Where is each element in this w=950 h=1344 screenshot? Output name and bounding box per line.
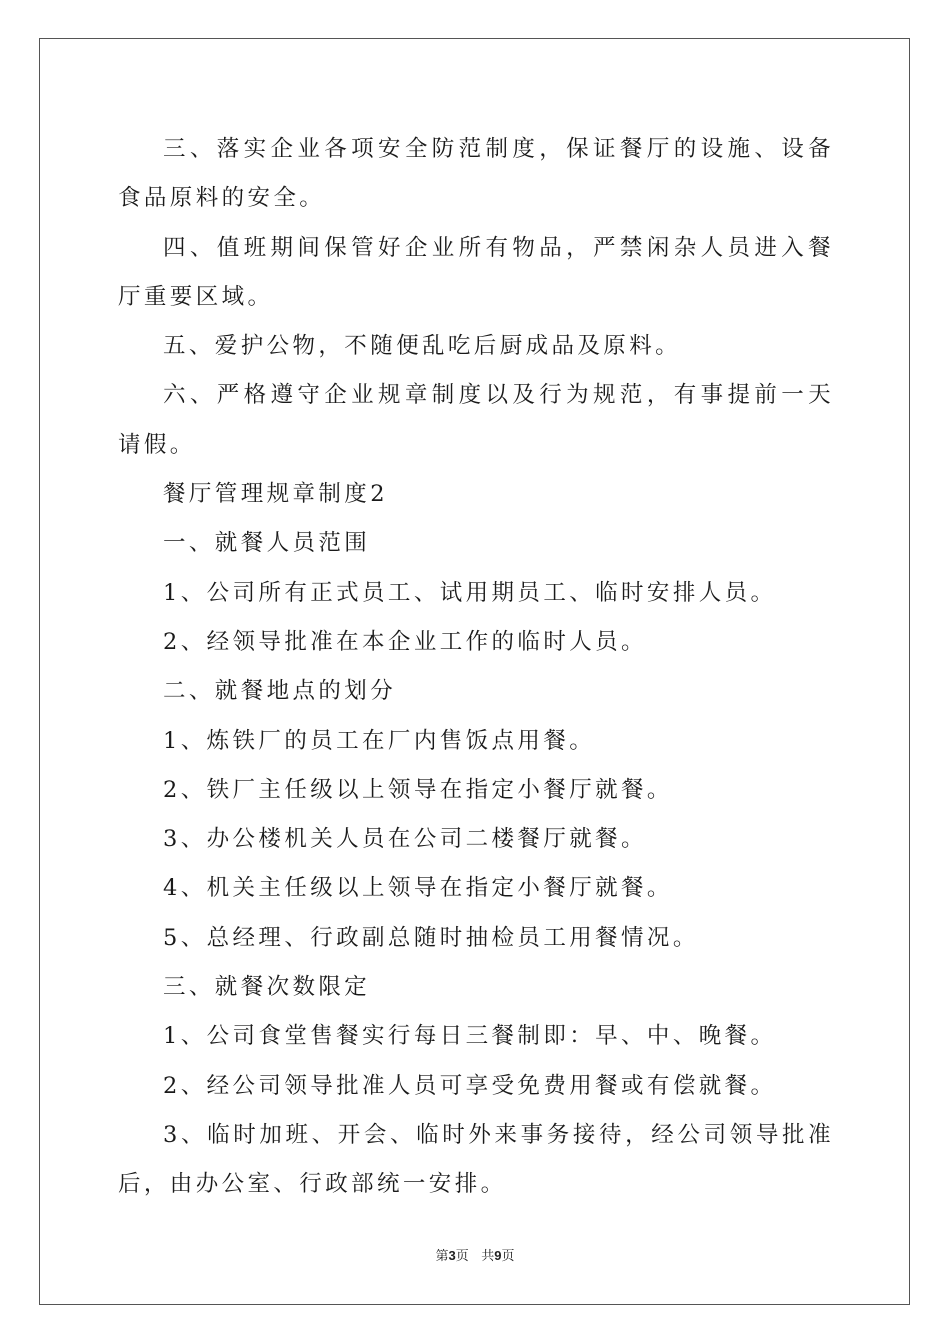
paragraph: 五、爱护公物，不随便乱吃后厨成品及原料。	[163, 333, 682, 360]
page-total-prefix: 共	[481, 1249, 495, 1264]
page-number-current: 3	[448, 1248, 456, 1263]
subsection-heading: 一、就餐人员范围	[163, 530, 371, 557]
paragraph: 四、值班期间保管好企业所有物品，严禁闲杂人员进入餐厅重要区域。	[118, 234, 834, 310]
page-footer	[0, 1245, 950, 1264]
paragraph: 3、办公楼机关人员在公司二楼餐厅就餐。	[163, 826, 647, 853]
paragraph: 3、临时加班、开会、临时外来事务接待，经公司领导批准后，由办公室、行政部统一安排。	[118, 1121, 834, 1198]
paragraph: 2、铁厂主任级以上领导在指定小餐厅就餐。	[163, 776, 673, 803]
page-total-suffix: 页	[501, 1249, 515, 1264]
section-heading: 餐厅管理规章制度2	[163, 481, 388, 508]
subsection-heading: 二、就餐地点的划分	[163, 678, 397, 705]
subsection-heading: 三、就餐次数限定	[163, 974, 371, 1001]
page-number-prefix: 第	[435, 1249, 449, 1264]
paragraph: 2、经领导批准在本企业工作的临时人员。	[163, 628, 647, 655]
paragraph: 1、公司所有正式员工、试用期员工、临时安排人员。	[163, 579, 777, 606]
paragraph: 4、机关主任级以上领导在指定小餐厅就餐。	[163, 875, 673, 902]
paragraph: 5、总经理、行政副总随时抽检员工用餐情况。	[163, 924, 699, 951]
document-body	[118, 125, 834, 1210]
paragraph: 六、严格遵守企业规章制度以及行为规范，有事提前一天请假。	[118, 382, 834, 458]
paragraph: 三、落实企业各项安全防范制度，保证餐厅的设施、设备食品原料的安全。	[118, 136, 834, 212]
page-total-number: 9	[494, 1248, 502, 1263]
page-number-suffix: 页	[455, 1249, 469, 1264]
paragraph: 1、炼铁厂的员工在厂内售饭点用餐。	[163, 727, 596, 754]
paragraph: 2、经公司领导批准人员可享受免费用餐或有偿就餐。	[163, 1072, 777, 1099]
paragraph: 1、公司食堂售餐实行每日三餐制即：早、中、晚餐。	[163, 1023, 777, 1050]
